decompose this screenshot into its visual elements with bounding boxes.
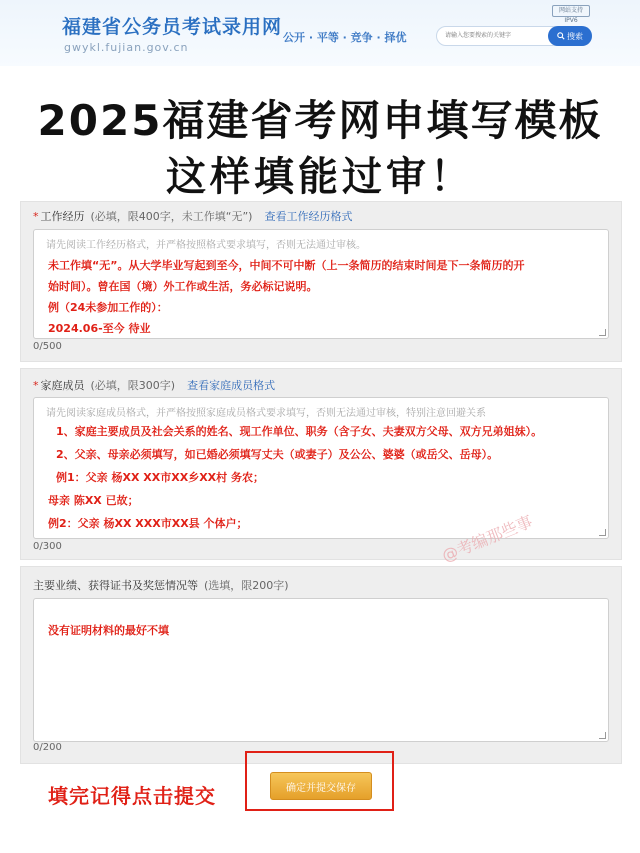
required-mark: * [33,379,39,392]
work-history-placeholder: 请先阅读工作经历格式，并严格按照格式要求填写，否则无法通过审核。 [46,240,366,251]
search-button-label: 搜索 [567,31,583,41]
family-members-format-link[interactable]: 查看家庭成员格式 [187,379,276,392]
resize-handle[interactable] [599,732,606,739]
site-slogan: 公开 · 平等 · 竞争 · 择优 [283,31,407,44]
instruction-line: 始时间）。曾在国（境）外工作或生活，务必标记说明。 [48,280,318,293]
achievements-textarea[interactable] [33,598,609,742]
search-button[interactable] [548,26,592,46]
family-members-counter: 0/300 [33,541,62,552]
achievements-counter: 0/200 [33,742,62,753]
family-members-placeholder: 请先阅读家庭成员格式，并严格按照家庭成员格式要求填写，否则无法通过审核，特别注意回避关系 [46,408,486,419]
instruction-line: 2024.06-至今 待业 [48,322,151,335]
work-history-panel [20,201,622,362]
instruction-line: 例（24未参加工作的）： [48,301,168,314]
search-icon [557,32,565,40]
work-history-label: 工作经历 [40,210,85,223]
required-mark: * [33,210,39,223]
achievements-panel [20,566,622,764]
instruction-line: 母亲 陈XX 已故； [48,494,139,507]
instruction-line: 未工作填“无”。从大学毕业写起到至今，中间不可中断（上一条简历的结束时间是下一条简历的开 [48,259,525,272]
work-history-hint: (必填，限400字，未工作填“无”) [90,210,253,223]
resize-handle[interactable] [599,529,606,536]
instruction-line: 例2：父亲 杨XX XXX市XX县 个体户； [48,517,248,530]
site-title[interactable]: 福建省公务员考试录用网 [62,16,283,38]
instruction-line: 2、父亲、母亲必须填写，如已婚必须填写丈夫（或妻子）及公公、婆婆（或岳父、岳母）。 [56,448,499,461]
search-input[interactable] [445,29,545,42]
work-history-label-row [33,208,352,224]
achievements-hint: (选填，限200字) [204,579,289,592]
work-history-textarea[interactable] [33,229,609,339]
watermark: @考编那些事 [439,511,536,566]
family-members-label: 家庭成员 [40,379,85,392]
footer-note: 填完记得点击提交 [48,784,216,808]
achievements-label: 主要业绩、获得证书及奖惩情况等 [33,579,198,592]
family-members-hint: (必填，限300字) [90,379,176,392]
site-header [0,0,640,66]
work-history-format-link[interactable]: 查看工作经历格式 [264,210,353,223]
achievements-label-row [33,577,289,593]
site-url: gwykl.fujian.gov.cn [64,41,189,54]
resize-handle[interactable] [599,329,606,336]
work-history-counter: 0/500 [33,341,62,352]
headline-line1: 2025福建省考网申填写模板 [37,96,603,145]
instruction-line: 例1：父亲 杨XX XX市XX乡XX村 务农； [56,471,264,484]
headline-line2: 这样填能过审！ [166,154,474,200]
instruction-line: 1、家庭主要成员及社会关系的姓名、现工作单位、职务（含子女、夫妻双方父母、双方兄弟姐妹）。 [56,425,543,438]
submit-save-button[interactable]: 确定并提交保存 [270,772,372,800]
search-box [436,26,592,46]
work-history-instructions [48,255,524,339]
family-members-label-row [33,377,275,393]
family-members-instructions [48,420,542,539]
achievements-instruction: 没有证明材料的最好不填 [48,624,169,637]
ipv6-badge: 网站支持IPV6 [552,5,590,17]
